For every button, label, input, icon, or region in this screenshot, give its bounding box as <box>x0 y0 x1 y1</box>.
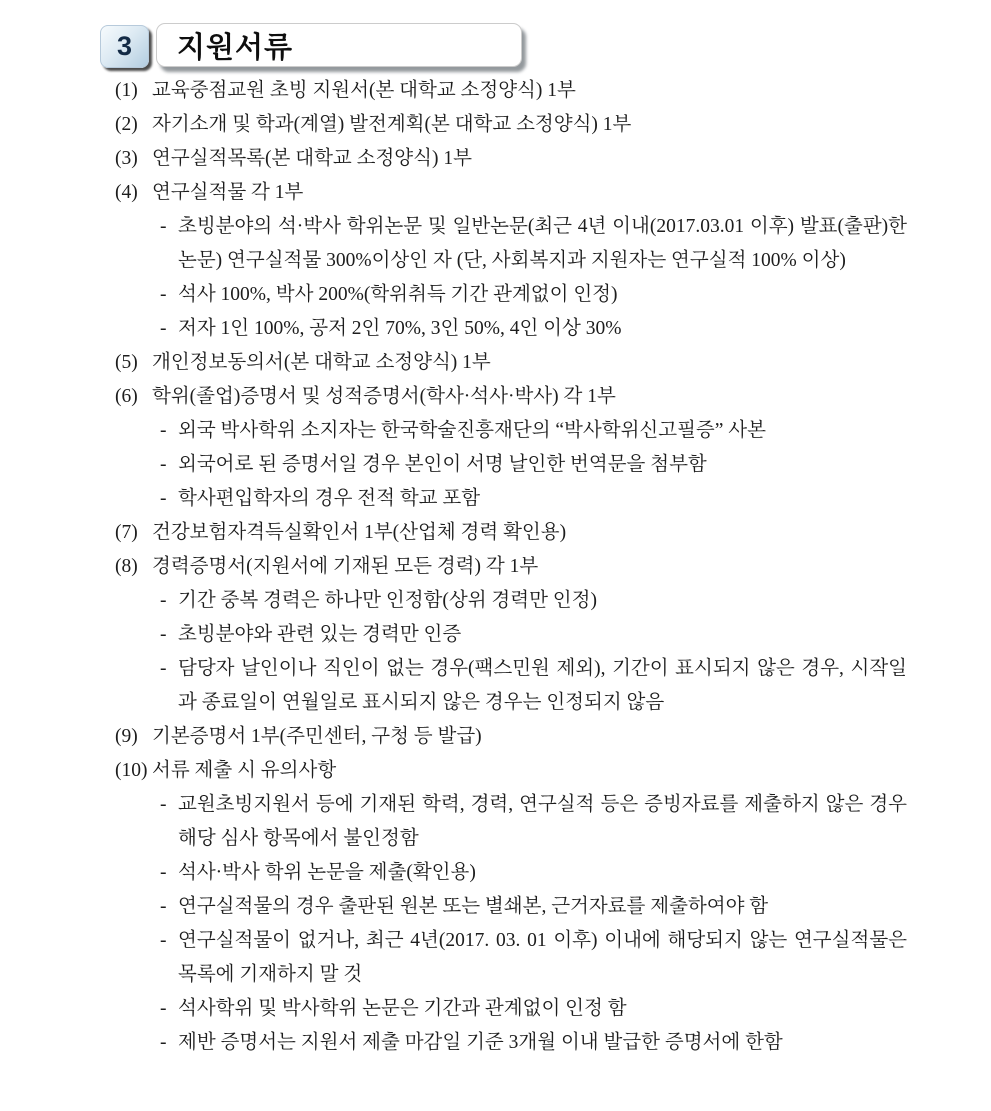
subitem-text: 초빙분야의 석·박사 학위논문 및 일반논문(최근 4년 이내(2017.03.01 이후) 발표(출판)한 논문) 연구실적물 300%이상인 자 (단, 사회복지과 지원자는 연구실적 100% 이상) <box>178 216 907 271</box>
list-subitem <box>160 1026 907 1060</box>
item-marker: (9) <box>115 726 138 747</box>
item-text: 연구실적물 각 1부 <box>152 182 304 203</box>
list-subitem <box>160 618 907 652</box>
list-item <box>115 346 907 380</box>
item-marker: (4) <box>115 182 138 203</box>
item-text: 교육중점교원 초빙 지원서(본 대학교 소정양식) 1부 <box>152 80 576 101</box>
subitem-text: 석사학위 및 박사학위 논문은 기간과 관계없이 인정 함 <box>178 998 627 1019</box>
list-subitem <box>160 312 907 346</box>
item-marker: (7) <box>115 522 138 543</box>
item-marker: (6) <box>115 386 138 407</box>
dash-marker: - <box>160 998 167 1019</box>
section-header <box>100 23 522 68</box>
dash-marker: - <box>160 488 167 509</box>
list-item <box>115 550 907 584</box>
list-item <box>115 516 907 550</box>
item-marker: (10) <box>115 760 148 781</box>
list-item <box>115 720 907 754</box>
list-subitem <box>160 992 907 1026</box>
item-text: 연구실적목록(본 대학교 소정양식) 1부 <box>152 148 472 169</box>
subitem-text: 담당자 날인이나 직인이 없는 경우(팩스민원 제외), 기간이 표시되지 않은 경우, 시작일과 종료일이 연월일로 표시되지 않은 경우는 인정되지 않음 <box>178 658 907 713</box>
subitem-text: 석사·박사 학위 논문을 제출(확인용) <box>178 862 476 883</box>
list-subitem <box>160 652 907 720</box>
dash-marker: - <box>160 896 167 917</box>
list-item <box>115 754 907 788</box>
subitem-text: 석사 100%, 박사 200%(학위취득 기간 관계없이 인정) <box>178 284 618 305</box>
section-title: 지원서류 <box>177 31 294 64</box>
item-marker: (2) <box>115 114 138 135</box>
section-title-box <box>156 23 522 67</box>
document-list <box>115 74 907 1060</box>
dash-marker: - <box>160 794 167 815</box>
list-subitem <box>160 788 907 856</box>
item-marker: (1) <box>115 80 138 101</box>
item-text: 기본증명서 1부(주민센터, 구청 등 발급) <box>152 726 482 747</box>
subitem-text: 교원초빙지원서 등에 기재된 학력, 경력, 연구실적 등은 증빙자료를 제출하지 않은 경우 해당 심사 항목에서 불인정함 <box>178 794 907 849</box>
list-subitem <box>160 448 907 482</box>
list-subitem <box>160 482 907 516</box>
item-marker: (5) <box>115 352 138 373</box>
item-text: 자기소개 및 학과(계열) 발전계획(본 대학교 소정양식) 1부 <box>152 114 632 135</box>
list-item <box>115 176 907 210</box>
subitem-text: 초빙분야와 관련 있는 경력만 인증 <box>178 624 462 645</box>
item-marker: (3) <box>115 148 138 169</box>
dash-marker: - <box>160 658 167 679</box>
dash-marker: - <box>160 420 167 441</box>
list-item <box>115 74 907 108</box>
item-text: 학위(졸업)증명서 및 성적증명서(학사·석사·박사) 각 1부 <box>152 386 616 407</box>
dash-marker: - <box>160 318 167 339</box>
subitem-text: 연구실적물이 없거나, 최근 4년(2017. 03. 01 이후) 이내에 해당되지 않는 연구실적물은 목록에 기재하지 말 것 <box>178 930 907 985</box>
subitem-text: 저자 1인 100%, 공저 2인 70%, 3인 50%, 4인 이상 30% <box>178 318 622 339</box>
item-text: 경력증명서(지원서에 기재된 모든 경력) 각 1부 <box>152 556 539 577</box>
dash-marker: - <box>160 930 167 951</box>
list-item <box>115 142 907 176</box>
dash-marker: - <box>160 284 167 305</box>
list-subitem <box>160 414 907 448</box>
subitem-text: 학사편입학자의 경우 전적 학교 포함 <box>178 488 481 509</box>
list-subitem <box>160 584 907 618</box>
list-subitem <box>160 210 907 278</box>
subitem-text: 외국어로 된 증명서일 경우 본인이 서명 날인한 번역문을 첨부함 <box>178 454 707 475</box>
dash-marker: - <box>160 590 167 611</box>
list-item <box>115 108 907 142</box>
subitem-text: 연구실적물의 경우 출판된 원본 또는 별쇄본, 근거자료를 제출하여야 함 <box>178 896 769 917</box>
dash-marker: - <box>160 454 167 475</box>
item-marker: (8) <box>115 556 138 577</box>
dash-marker: - <box>160 216 167 237</box>
dash-marker: - <box>160 862 167 883</box>
dash-marker: - <box>160 1032 167 1053</box>
list-item <box>115 380 907 414</box>
list-subitem <box>160 924 907 992</box>
list-subitem <box>160 856 907 890</box>
subitem-text: 제반 증명서는 지원서 제출 마감일 기준 3개월 이내 발급한 증명서에 한함 <box>178 1032 783 1053</box>
list-subitem <box>160 890 907 924</box>
item-text: 건강보험자격득실확인서 1부(산업체 경력 확인용) <box>152 522 567 543</box>
item-text: 서류 제출 시 유의사항 <box>152 760 337 781</box>
item-text: 개인정보동의서(본 대학교 소정양식) 1부 <box>152 352 491 373</box>
section-number-badge <box>100 25 149 68</box>
subitem-text: 외국 박사학위 소지자는 한국학술진흥재단의 “박사학위신고필증” 사본 <box>178 420 766 441</box>
section-number: 3 <box>116 31 133 61</box>
list-subitem <box>160 278 907 312</box>
dash-marker: - <box>160 624 167 645</box>
subitem-text: 기간 중복 경력은 하나만 인정함(상위 경력만 인정) <box>178 590 597 611</box>
